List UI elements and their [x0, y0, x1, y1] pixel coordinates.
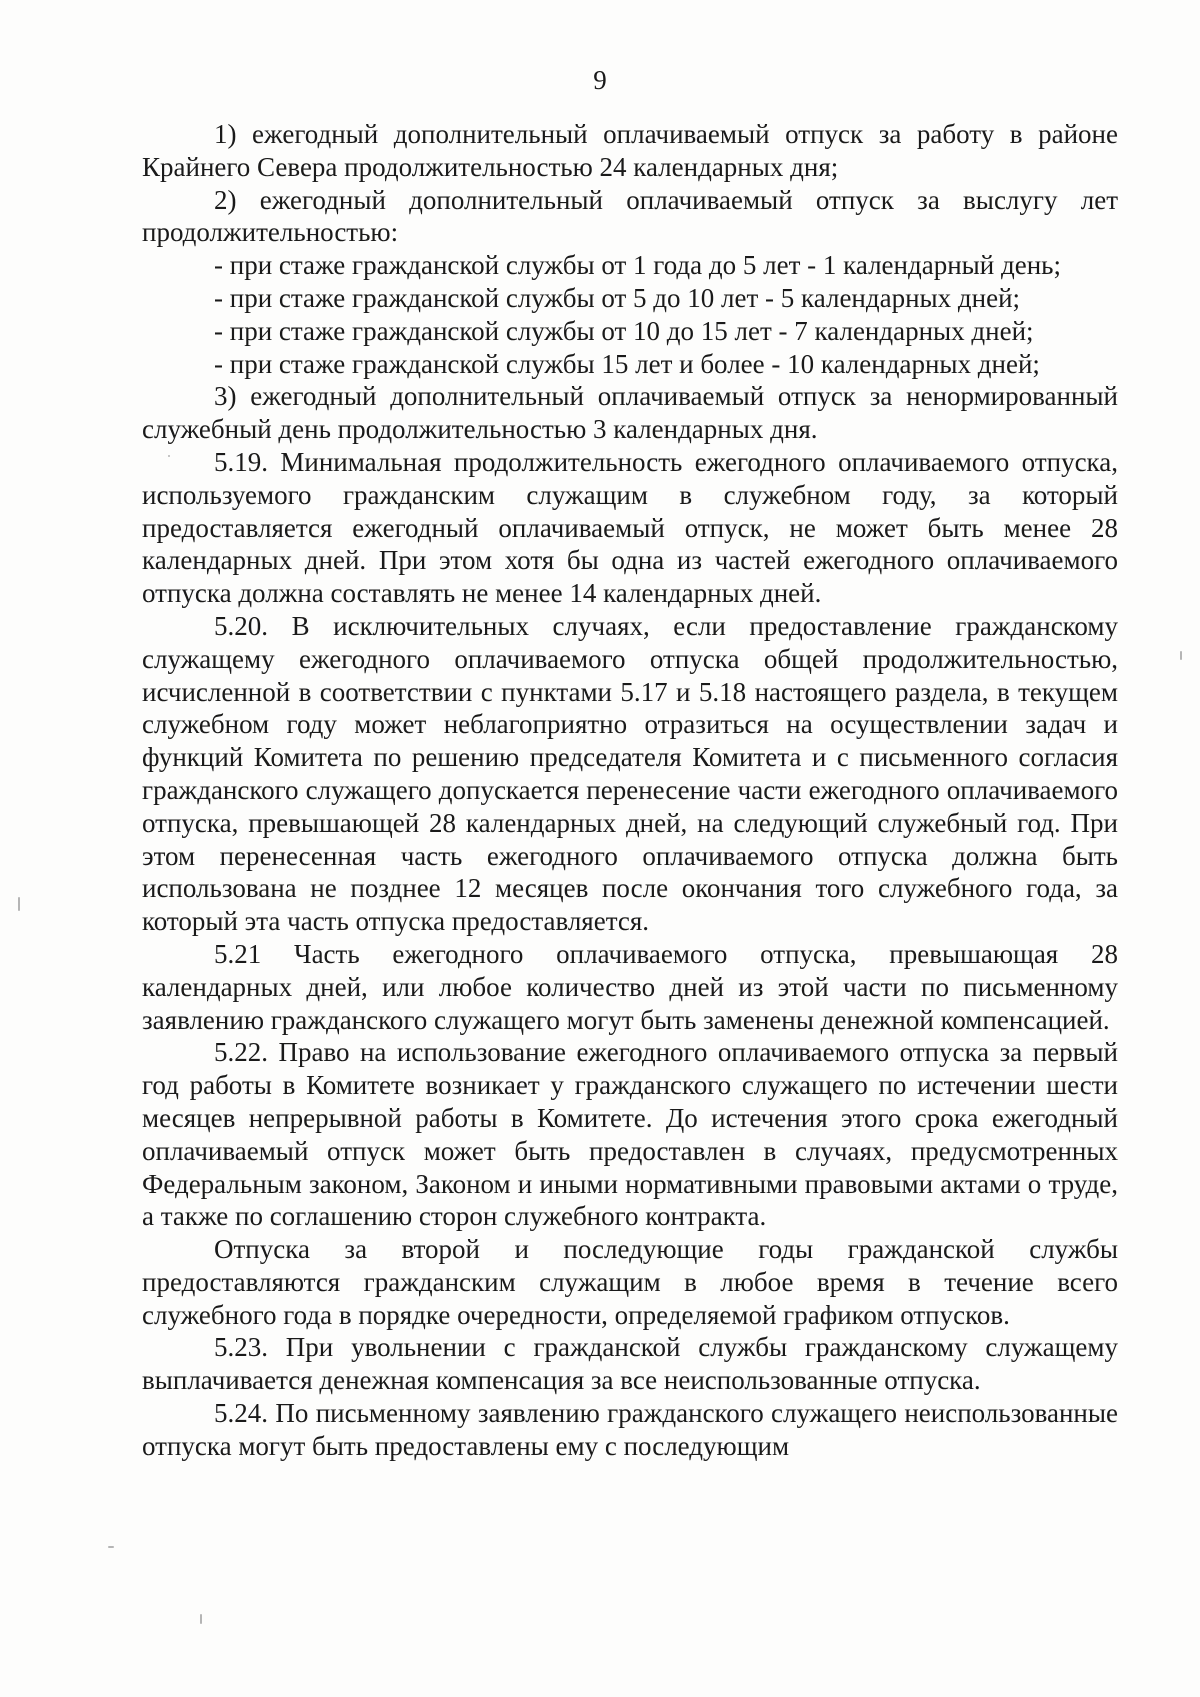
- paragraph-5-24: 5.24. По письменному заявлению гражданского служащего неиспользованные отпуска могут быть предоставлены ему с последующим: [142, 1398, 1118, 1461]
- paragraph-5-21: 5.21 Часть ежегодного оплачиваемого отпуска, превышающая 28 календарных дней, или любое количество дней из этой части по письменному заявлению гражданского служащего могут быть заменены денежной компенсацией.: [142, 938, 1118, 1035]
- paragraph-subsequent-years: Отпуска за второй и последующие годы гражданской службы предоставляются гражданским служащим в любое время в течение всего служебного года в порядке очередности, определяемой графиком отпусков.: [142, 1234, 1118, 1330]
- paragraph-5-23: 5.23. При увольнении с гражданской службы гражданскому служащему выплачивается денежная компенсация за все неиспользованные отпуска.: [142, 1332, 1118, 1396]
- page-number: 9: [593, 65, 607, 95]
- list-item-seniority-15-plus: - при стаже гражданской службы 15 лет и более - 10 календарных дней;: [214, 348, 1040, 379]
- document-body: [142, 118, 1118, 1463]
- list-item-seniority-5-10: - при стаже гражданской службы от 5 до 10 лет - 5 календарных дней;: [214, 282, 1021, 313]
- scan-speck: [108, 1546, 114, 1548]
- scan-speck: [200, 1614, 202, 1624]
- paragraph-5-19: 5.19. Минимальная продолжительность ежегодного оплачиваемого отпуска, используемого гражданским служащим в служебном году, за который предоставляется ежегодный оплачиваемый отпуск, не может быть менее 28 календарных дней. При этом хотя бы одна из частей ежегодного оплачиваемого отпуска должна составлять не менее 14 календарных дней.: [142, 446, 1118, 609]
- scan-speck: [1180, 651, 1182, 660]
- paragraph-5-20: 5.20. В исключительных случаях, если предоставление гражданскому служащему ежегодного оплачиваемого отпуска общей продолжительностью, исчисленной в соответствии с пунктами 5.17 и 5.18 настоящего раздела, в текущем служебном году может неблагоприятно отразиться на осуществлении задач и функций Комитета по решению председателя Комитета и с письменного согласия гражданского служащего допускается перенесение части ежегодного оплачиваемого отпуска, превышающей 28 календарных дней, на следующий служебный год. При этом перенесенная часть ежегодного оплачиваемого отпуска должна быть использована не позднее 12 месяцев после окончания того служебного года, за который эта часть отпуска предоставляется.: [142, 610, 1118, 937]
- paragraph-leave-for-seniority: 2) ежегодный дополнительный оплачиваемый отпуск за выслугу лет продолжительностью:: [142, 184, 1118, 248]
- list-item-seniority-10-15: - при стаже гражданской службы от 10 до 15 лет - 7 календарных дней;: [214, 315, 1034, 346]
- paragraph-annual-leave-far-north: 1) ежегодный дополнительный оплачиваемый отпуск за работу в районе Крайнего Севера продолжительностью 24 календарных дня;: [142, 119, 1118, 182]
- paragraph-5-22: 5.22. Право на использование ежегодного оплачиваемого отпуска за первый год работы в Комитете возникает у гражданского служащего по истечении шести месяцев непрерывной работы в Комитете. До истечения этого срока ежегодный оплачиваемый отпуск может быть предоставлен в случаях, предусмотренных Федеральным законом, Законом и иными нормативными правовыми актами о труде, а также по соглашению сторон служебного контракта.: [142, 1037, 1118, 1232]
- scan-speck: [168, 455, 170, 457]
- scan-speck: [18, 897, 20, 911]
- list-item-seniority-1-5: - при стаже гражданской службы от 1 года до 5 лет - 1 календарный день;: [214, 250, 1061, 281]
- paragraph-irregular-working-day: 3) ежегодный дополнительный оплачиваемый отпуск за ненормированный служебный день продолжительностью 3 календарных дня.: [142, 381, 1118, 445]
